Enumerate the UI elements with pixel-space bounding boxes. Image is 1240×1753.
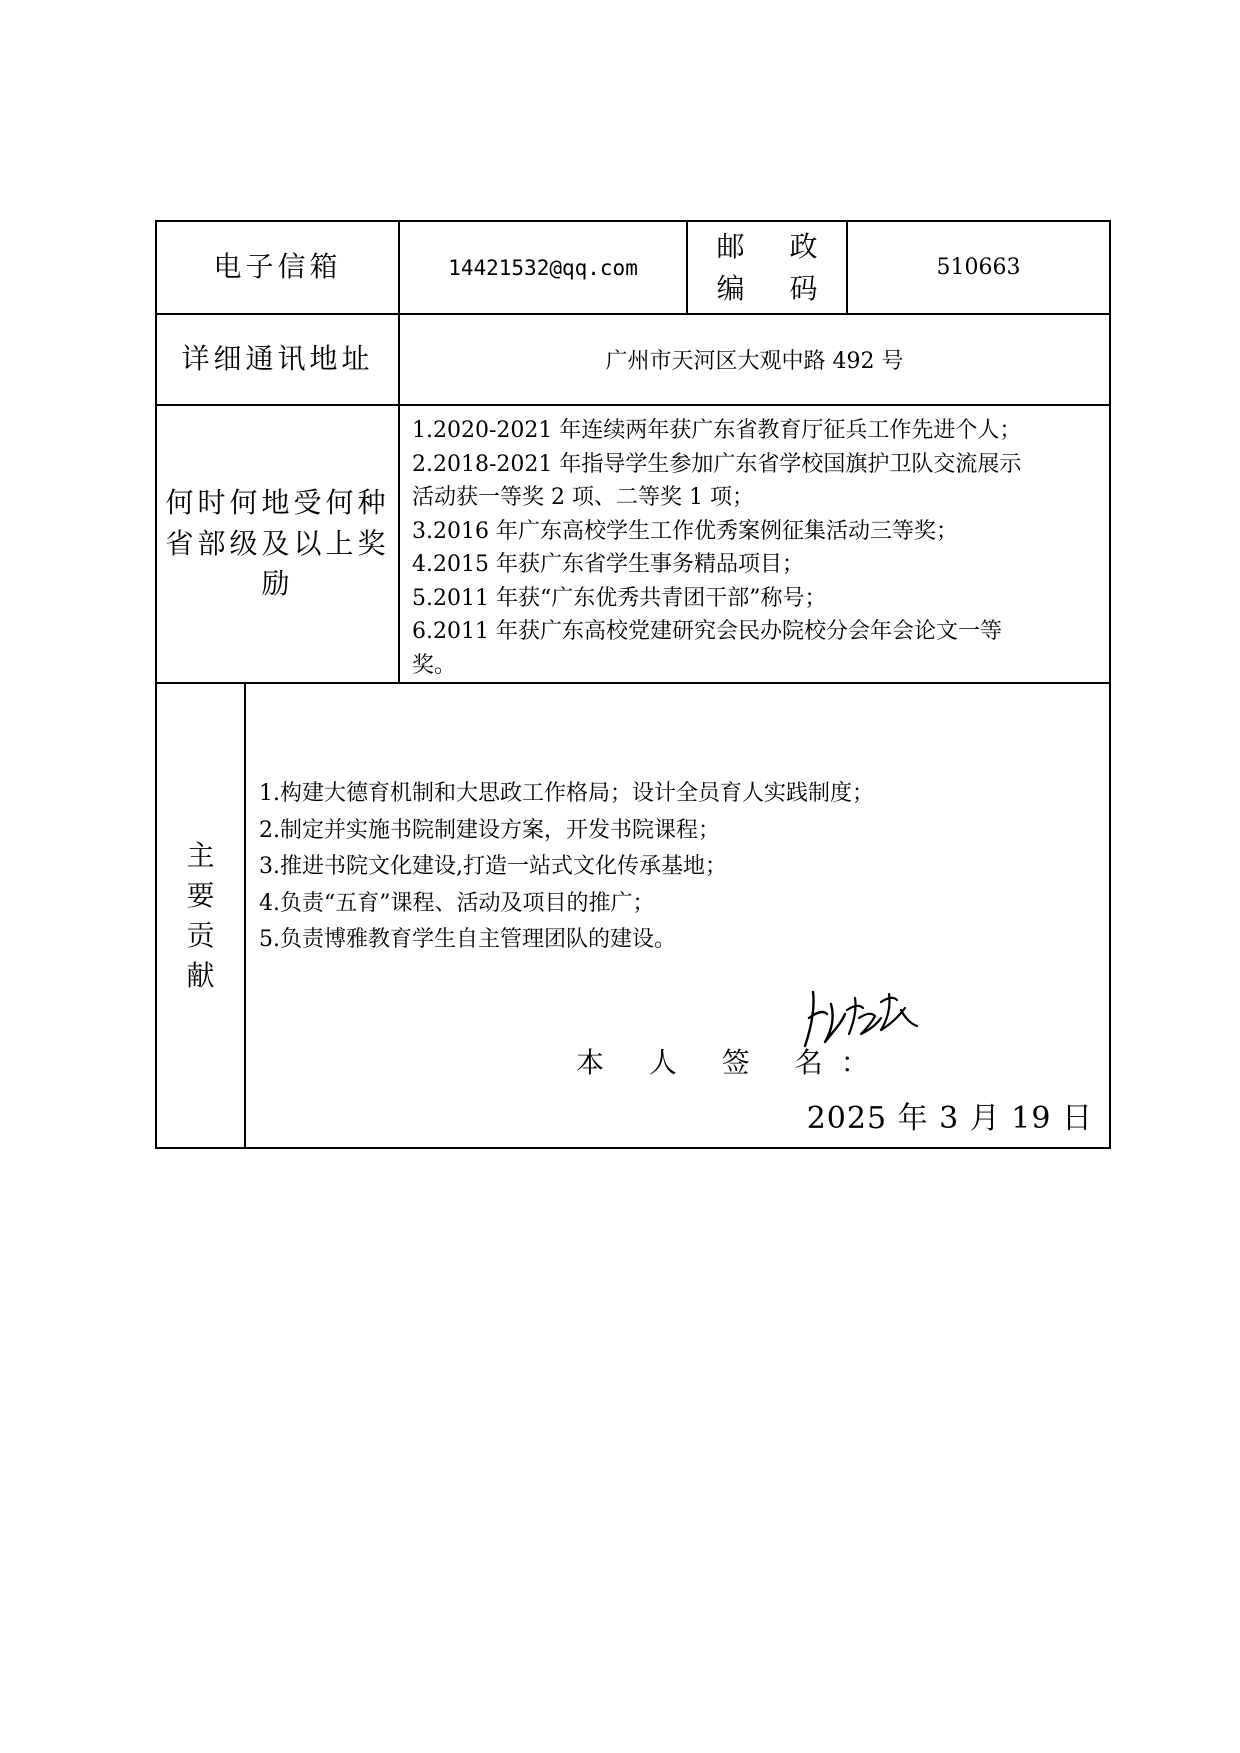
- contribution-item: 3.推进书院文化建设,打造一站式文化传承基地；: [259, 854, 727, 879]
- awards-row: [156, 405, 1110, 683]
- address-row: [156, 314, 1110, 405]
- contributions-row: [156, 683, 1110, 1148]
- zip-label-line2: 编 码: [716, 271, 836, 305]
- contributions-label-char: 贡: [186, 918, 215, 952]
- contributions-label: [156, 683, 245, 1148]
- award-line: 6.2011 年获广东高校党建研究会民办院校分会年会论文一等: [412, 619, 1002, 644]
- contribution-item: 5.负责博雅教育学生自主管理团队的建设。: [259, 927, 676, 952]
- contributions-cell: [245, 683, 1110, 1148]
- award-line: 活动获一等奖 2 项、二等奖 1 项；: [412, 485, 754, 510]
- email-value: 14421532@qq.com: [399, 221, 687, 314]
- awards-label-line2: 省部级及以上奖励: [165, 526, 390, 601]
- email-label: 电子信箱: [156, 221, 399, 314]
- contributions-label-char: 献: [186, 958, 215, 992]
- address-label: 详细通讯地址: [156, 314, 399, 405]
- award-line: 3.2016 年广东高校学生工作优秀案例征集活动三等奖；: [412, 518, 958, 544]
- email-row: [156, 221, 1110, 314]
- award-line: 5.2011 年获“广东优秀共青团干部”称号；: [412, 585, 827, 611]
- awards-label-line1: 何时何地受何种: [165, 486, 390, 520]
- contribution-item: 4.负责“五育”课程、活动及项目的推广；: [259, 890, 655, 916]
- signature-label: 本 人 签 名：: [576, 1046, 887, 1079]
- award-line: 4.2015 年获广东省学生事务精品项目；: [412, 552, 804, 577]
- zip-label: [687, 221, 847, 314]
- awards-label: [156, 405, 399, 683]
- handwritten-signature: [801, 984, 921, 1052]
- awards-list: [399, 405, 1110, 683]
- contribution-item: 2.制定并实施书院制建设方案，开发书院课程；: [259, 817, 720, 843]
- zip-label-line1: 邮 政: [716, 229, 836, 263]
- award-line: 1.2020-2021 年连续两年获广东省教育厅征兵工作先进个人；: [412, 418, 1022, 443]
- contributions-label-char: 主: [186, 838, 215, 872]
- contribution-item: 1.构建大德育机制和大思政工作格局；设计全员育人实践制度；: [259, 781, 874, 806]
- contributions-list: [259, 776, 874, 959]
- award-line: 2.2018-2021 年指导学生参加广东省学校国旗护卫队交流展示: [412, 451, 1022, 477]
- info-form-table: [155, 220, 1111, 1149]
- zip-value: 510663: [847, 221, 1110, 314]
- signature-date: 2025 年 3 月 19 日: [806, 1101, 1094, 1136]
- address-value: 广州市天河区大观中路 492 号: [399, 314, 1110, 405]
- award-line: 奖。: [412, 652, 457, 678]
- contributions-label-char: 要: [186, 878, 215, 912]
